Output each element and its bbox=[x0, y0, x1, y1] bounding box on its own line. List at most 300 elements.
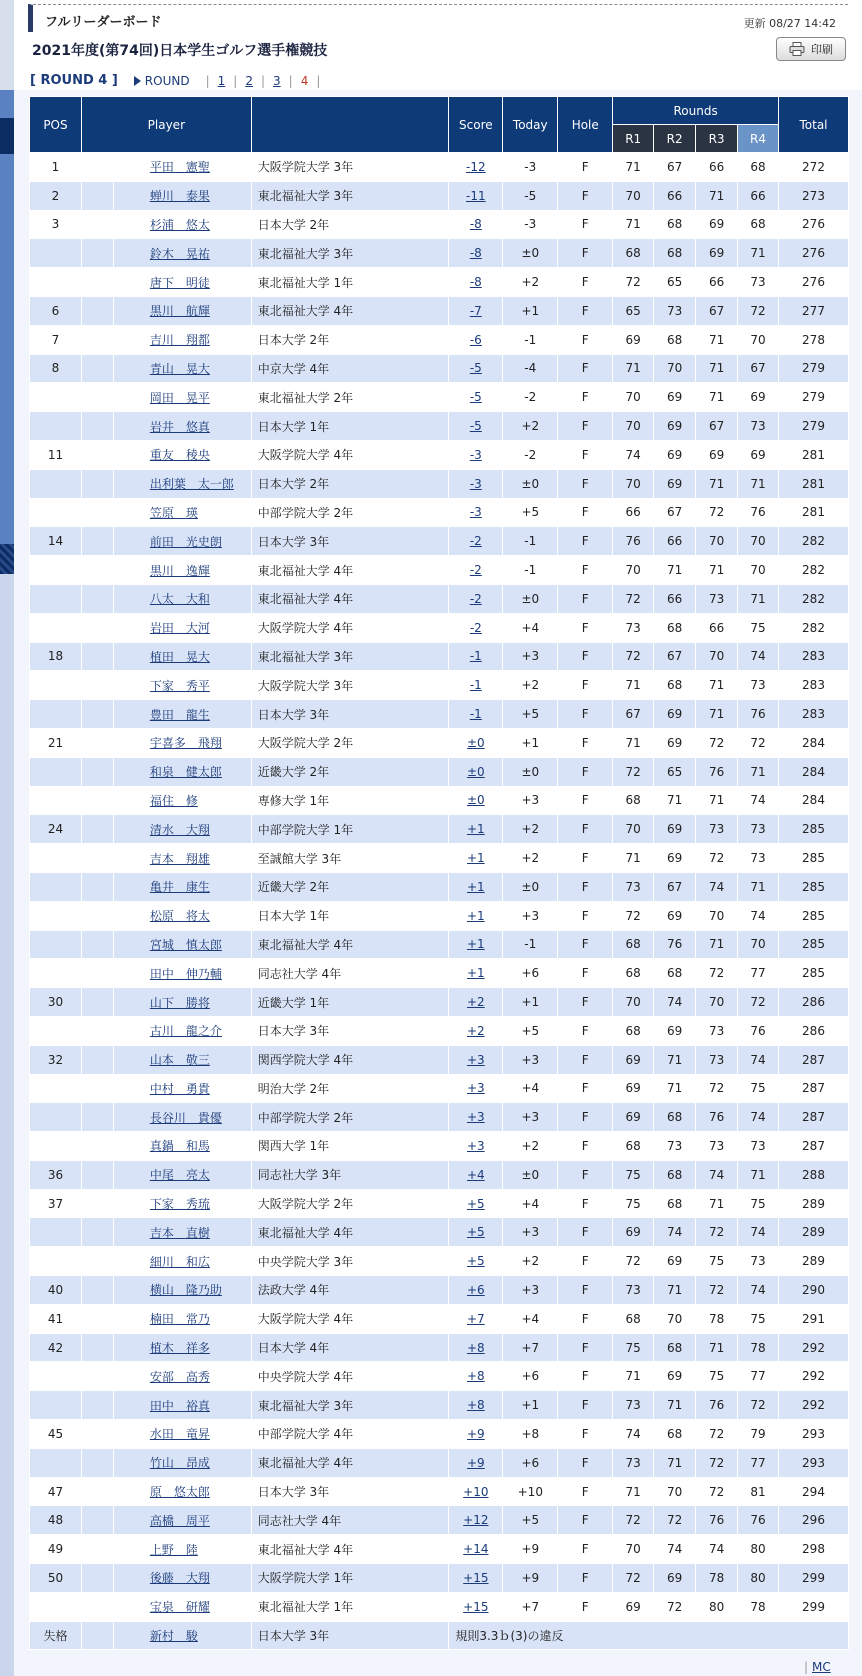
score-link[interactable]: +3 bbox=[466, 1110, 485, 1125]
player-name-link[interactable]: 吉川 翔都 bbox=[149, 333, 210, 348]
total-cell: 294 bbox=[779, 1477, 849, 1506]
flag-cell bbox=[81, 1016, 113, 1045]
hole-cell: F bbox=[558, 1535, 613, 1564]
player-name-link[interactable]: 杉浦 悠太 bbox=[149, 217, 210, 232]
score-link[interactable]: +7 bbox=[466, 1311, 485, 1326]
flag-cell bbox=[81, 556, 113, 585]
total-cell: 281 bbox=[779, 498, 849, 527]
score-link[interactable]: -5 bbox=[469, 361, 482, 376]
r1-cell: 68 bbox=[613, 786, 654, 815]
r4-cell: 75 bbox=[738, 1304, 779, 1333]
table-row bbox=[30, 527, 849, 556]
table-row bbox=[30, 498, 849, 527]
total-cell: 278 bbox=[779, 325, 849, 354]
player-name-link[interactable]: 八太 大和 bbox=[149, 592, 210, 607]
r4-cell: 80 bbox=[738, 1564, 779, 1593]
total-cell: 292 bbox=[779, 1362, 849, 1391]
table-row bbox=[30, 1074, 849, 1103]
flag-cell bbox=[81, 1276, 113, 1305]
table-row bbox=[30, 728, 849, 757]
r4-cell: 73 bbox=[738, 268, 779, 297]
table-row bbox=[30, 181, 849, 210]
today-cell: -1 bbox=[503, 556, 558, 585]
flag-cell bbox=[81, 1160, 113, 1189]
flag-cell bbox=[81, 1420, 113, 1449]
r1-cell: 71 bbox=[613, 210, 654, 239]
table-row bbox=[30, 700, 849, 729]
school-cell: 日本大学 2年 bbox=[251, 325, 449, 354]
r4-cell: 76 bbox=[738, 1506, 779, 1535]
r4-cell: 69 bbox=[738, 383, 779, 412]
player-name-link[interactable]: 田中 伸乃輔 bbox=[149, 966, 222, 981]
hole-cell: F bbox=[558, 1189, 613, 1218]
r3-cell: 69 bbox=[696, 210, 738, 239]
score-link[interactable]: +10 bbox=[463, 1484, 489, 1499]
r3-cell: 71 bbox=[696, 556, 738, 585]
school-cell: 近畿大学 2年 bbox=[251, 872, 449, 901]
player-name-link[interactable]: 黒川 航輝 bbox=[149, 304, 210, 319]
score-link[interactable]: +1 bbox=[466, 908, 485, 923]
r1-cell: 72 bbox=[613, 901, 654, 930]
hole-cell: F bbox=[558, 1247, 613, 1276]
player-name-link[interactable]: 下家 秀琉 bbox=[149, 1197, 210, 1212]
r3-cell: 74 bbox=[696, 1535, 738, 1564]
player-name-link[interactable]: 原 悠太郎 bbox=[149, 1485, 210, 1500]
r4-cell: 73 bbox=[738, 1247, 779, 1276]
table-row bbox=[30, 1592, 849, 1621]
hole-cell: F bbox=[558, 1103, 613, 1132]
flag-cell bbox=[81, 239, 113, 268]
player-name-link[interactable]: 中尾 亮太 bbox=[149, 1168, 210, 1183]
table-row bbox=[30, 1448, 849, 1477]
hole-cell: F bbox=[558, 1016, 613, 1045]
today-cell: +8 bbox=[503, 1420, 558, 1449]
pos-cell bbox=[30, 757, 82, 786]
score-link[interactable]: -11 bbox=[466, 188, 486, 203]
r1-cell: 71 bbox=[613, 728, 654, 757]
table-row bbox=[30, 268, 849, 297]
today-cell: +9 bbox=[503, 1535, 558, 1564]
score-link[interactable]: -1 bbox=[469, 678, 482, 693]
today-cell: +2 bbox=[503, 1132, 558, 1161]
r2-cell: 68 bbox=[654, 959, 696, 988]
score-link[interactable]: -8 bbox=[469, 217, 482, 232]
r2-cell: 67 bbox=[654, 642, 696, 671]
total-cell: 279 bbox=[779, 383, 849, 412]
r4-cell: 74 bbox=[738, 901, 779, 930]
total-cell: 293 bbox=[779, 1448, 849, 1477]
hole-cell: F bbox=[558, 1564, 613, 1593]
r1-cell: 70 bbox=[613, 469, 654, 498]
pos-cell bbox=[30, 469, 82, 498]
school-cell: 中部学院大学 4年 bbox=[251, 1420, 449, 1449]
r4-cell: 73 bbox=[738, 815, 779, 844]
pos-cell: 1 bbox=[30, 153, 82, 182]
r2-cell: 67 bbox=[654, 153, 696, 182]
player-name-link[interactable]: 横山 隆乃助 bbox=[149, 1283, 222, 1298]
today-cell: ±0 bbox=[503, 239, 558, 268]
r1-cell: 70 bbox=[613, 181, 654, 210]
mc-link[interactable]: MC bbox=[812, 1660, 831, 1674]
score-link[interactable]: +5 bbox=[466, 1196, 485, 1211]
r4-cell: 77 bbox=[738, 1448, 779, 1477]
score-link[interactable]: +3 bbox=[466, 1138, 485, 1153]
player-name-link[interactable]: 長谷川 貴優 bbox=[149, 1110, 222, 1125]
player-name-link[interactable]: 細川 和広 bbox=[149, 1254, 210, 1269]
flag-cell bbox=[81, 671, 113, 700]
r1-cell: 65 bbox=[613, 296, 654, 325]
r3-cell: 72 bbox=[696, 1276, 738, 1305]
score-link[interactable]: -2 bbox=[469, 591, 482, 606]
r3-cell: 75 bbox=[696, 1362, 738, 1391]
player-name-link[interactable]: 亀井 康生 bbox=[149, 880, 210, 895]
header-bar bbox=[28, 4, 848, 32]
hole-cell: F bbox=[558, 757, 613, 786]
flag-cell bbox=[81, 872, 113, 901]
r3-cell: 71 bbox=[696, 325, 738, 354]
score-link[interactable]: -1 bbox=[469, 649, 482, 664]
score-link[interactable]: ±0 bbox=[466, 735, 485, 750]
score-link[interactable]: +1 bbox=[466, 966, 485, 981]
player-name-link[interactable]: 植木 祥多 bbox=[149, 1341, 210, 1356]
pos-cell bbox=[30, 268, 82, 297]
score-link[interactable]: -3 bbox=[469, 476, 482, 491]
score-link[interactable]: -7 bbox=[469, 303, 482, 318]
col-total: Total bbox=[779, 97, 849, 153]
score-link[interactable]: +9 bbox=[466, 1455, 485, 1470]
round-link-1[interactable]: 1 bbox=[217, 73, 226, 88]
score-link[interactable]: -5 bbox=[469, 390, 482, 405]
score-link[interactable]: +6 bbox=[466, 1282, 485, 1297]
r2-cell: 69 bbox=[654, 728, 696, 757]
school-cell: 中部学院大学 2年 bbox=[251, 498, 449, 527]
player-name-link[interactable]: 安部 高秀 bbox=[149, 1369, 210, 1384]
pos-cell bbox=[30, 901, 82, 930]
score-link[interactable]: -5 bbox=[469, 419, 482, 434]
score-link[interactable]: +8 bbox=[466, 1398, 485, 1413]
school-cell: 同志社大学 4年 bbox=[251, 959, 449, 988]
pos-cell: 14 bbox=[30, 527, 82, 556]
player-name-link[interactable]: 蝉川 泰果 bbox=[149, 189, 210, 204]
score-link[interactable]: -2 bbox=[469, 534, 482, 549]
flag-cell bbox=[81, 815, 113, 844]
r1-cell: 73 bbox=[613, 1391, 654, 1420]
player-name-link[interactable]: 笠原 瑛 bbox=[149, 505, 198, 520]
round-link-2[interactable]: 2 bbox=[245, 73, 253, 88]
table-row bbox=[30, 1535, 849, 1564]
player-name-link[interactable]: 福住 修 bbox=[149, 793, 198, 808]
r1-cell: 68 bbox=[613, 239, 654, 268]
total-cell: 276 bbox=[779, 239, 849, 268]
r4-cell: 72 bbox=[738, 296, 779, 325]
r3-cell: 73 bbox=[696, 1132, 738, 1161]
pos-cell: 24 bbox=[30, 815, 82, 844]
r1-cell: 76 bbox=[613, 527, 654, 556]
player-name-link[interactable]: 竹山 昂成 bbox=[149, 1456, 210, 1471]
school-cell: 大阪学院大学 4年 bbox=[251, 440, 449, 469]
player-name-link[interactable]: 中村 勇貴 bbox=[149, 1081, 210, 1096]
score-link[interactable]: +5 bbox=[466, 1254, 485, 1269]
r4-cell: 79 bbox=[738, 1420, 779, 1449]
r4-cell: 74 bbox=[738, 1103, 779, 1132]
player-name-link[interactable]: 黒川 逸輝 bbox=[149, 563, 210, 578]
player-name-link[interactable]: 唐下 明徒 bbox=[149, 275, 210, 290]
school-cell: 東北福祉大学 4年 bbox=[251, 930, 449, 959]
r2-cell: 67 bbox=[654, 498, 696, 527]
r2-cell: 74 bbox=[654, 988, 696, 1017]
pos-cell bbox=[30, 383, 82, 412]
r4-cell: 71 bbox=[738, 1160, 779, 1189]
pos-cell: 49 bbox=[30, 1535, 82, 1564]
r2-cell: 69 bbox=[654, 901, 696, 930]
score-link[interactable]: +1 bbox=[466, 879, 485, 894]
score-link[interactable]: -8 bbox=[469, 246, 482, 261]
r1-cell: 68 bbox=[613, 1132, 654, 1161]
total-cell: 298 bbox=[779, 1535, 849, 1564]
r2-cell: 68 bbox=[654, 1189, 696, 1218]
r3-cell: 71 bbox=[696, 354, 738, 383]
school-cell: 同志社大学 3年 bbox=[251, 1160, 449, 1189]
player-name-link[interactable]: 岩井 悠真 bbox=[149, 419, 210, 434]
pos-cell bbox=[30, 786, 82, 815]
player-name-link[interactable]: 豊田 龍生 bbox=[149, 707, 210, 722]
table-row bbox=[30, 1218, 849, 1247]
total-cell: 293 bbox=[779, 1420, 849, 1449]
school-cell: 東北福祉大学 4年 bbox=[251, 556, 449, 585]
score-link[interactable]: +1 bbox=[466, 822, 485, 837]
score-link[interactable]: -6 bbox=[469, 332, 482, 347]
today-cell: ±0 bbox=[503, 469, 558, 498]
player-name-link[interactable]: 楠田 常乃 bbox=[149, 1312, 210, 1327]
flag-cell bbox=[81, 498, 113, 527]
r4-cell: 73 bbox=[738, 1132, 779, 1161]
flag-cell bbox=[81, 1247, 113, 1276]
school-cell: 日本大学 2年 bbox=[251, 469, 449, 498]
player-name-link[interactable]: 鈴木 晃祐 bbox=[149, 246, 210, 261]
player-name-link[interactable]: 平田 憲聖 bbox=[149, 160, 210, 175]
today-cell: -3 bbox=[503, 153, 558, 182]
table-row bbox=[30, 642, 849, 671]
print-button[interactable] bbox=[776, 37, 846, 61]
score-link[interactable]: +8 bbox=[466, 1340, 485, 1355]
school-cell: 東北福祉大学 1年 bbox=[251, 1592, 449, 1621]
hole-cell: F bbox=[558, 556, 613, 585]
r3-cell: 66 bbox=[696, 153, 738, 182]
r2-cell: 74 bbox=[654, 1218, 696, 1247]
flag-cell bbox=[81, 1592, 113, 1621]
r2-cell: 69 bbox=[654, 1362, 696, 1391]
player-name-link[interactable]: 新村 駿 bbox=[149, 1629, 198, 1644]
flag-cell bbox=[81, 901, 113, 930]
table-row bbox=[30, 988, 849, 1017]
flag-cell bbox=[81, 1564, 113, 1593]
today-cell: +4 bbox=[503, 1189, 558, 1218]
round-link-4-active: 4 bbox=[300, 73, 309, 88]
hole-cell: F bbox=[558, 786, 613, 815]
player-name-link[interactable]: 重友 稜央 bbox=[149, 448, 210, 463]
table-row bbox=[30, 153, 849, 182]
score-link[interactable]: +2 bbox=[466, 995, 485, 1009]
r3-cell: 67 bbox=[696, 296, 738, 325]
r3-cell: 71 bbox=[696, 469, 738, 498]
player-name-link[interactable]: 吉本 翔雄 bbox=[149, 851, 210, 866]
r2-cell: 68 bbox=[654, 325, 696, 354]
player-name-link[interactable]: 出利葉 太一郎 bbox=[149, 477, 234, 492]
score-link[interactable]: -3 bbox=[469, 505, 482, 520]
flag-cell bbox=[81, 1189, 113, 1218]
player-name-link[interactable]: 吉本 直樹 bbox=[149, 1225, 210, 1240]
player-name-link[interactable]: 松原 将太 bbox=[149, 909, 210, 924]
table-row bbox=[30, 1132, 849, 1161]
score-link[interactable]: +3 bbox=[466, 1052, 485, 1067]
score-link[interactable]: +15 bbox=[463, 1570, 489, 1585]
r3-cell: 71 bbox=[696, 1333, 738, 1362]
pos-cell: 37 bbox=[30, 1189, 82, 1218]
player-name-link[interactable]: 宝泉 研耀 bbox=[149, 1600, 210, 1615]
r3-cell: 69 bbox=[696, 239, 738, 268]
score-link[interactable]: +3 bbox=[466, 1081, 485, 1096]
r3-cell: 73 bbox=[696, 1045, 738, 1074]
table-row bbox=[30, 901, 849, 930]
score-link[interactable]: ±0 bbox=[466, 793, 485, 808]
print-label: 印刷 bbox=[811, 43, 833, 56]
pos-cell: 30 bbox=[30, 988, 82, 1017]
r4-cell: 69 bbox=[738, 440, 779, 469]
table-row bbox=[30, 1160, 849, 1189]
hole-cell: F bbox=[558, 1074, 613, 1103]
player-name-link[interactable]: 岩田 大河 bbox=[149, 621, 210, 636]
col-r3: R3 bbox=[696, 125, 738, 153]
r1-cell: 72 bbox=[613, 584, 654, 613]
score-link[interactable]: +12 bbox=[463, 1513, 489, 1528]
r4-cell: 80 bbox=[738, 1535, 779, 1564]
r3-cell: 71 bbox=[696, 930, 738, 959]
school-cell: 日本大学 3年 bbox=[251, 1477, 449, 1506]
school-cell: 大阪学院大学 4年 bbox=[251, 1304, 449, 1333]
score-link[interactable]: -2 bbox=[469, 620, 482, 635]
pos-cell: 2 bbox=[30, 181, 82, 210]
score-link[interactable]: -12 bbox=[466, 159, 486, 174]
score-link[interactable]: +9 bbox=[466, 1426, 485, 1441]
score-link[interactable]: -1 bbox=[469, 707, 482, 722]
player-name-link[interactable]: 上野 陸 bbox=[149, 1542, 198, 1557]
score-link[interactable]: +1 bbox=[466, 937, 485, 952]
player-name-link[interactable]: 青山 晃大 bbox=[149, 361, 210, 376]
r2-cell: 68 bbox=[654, 1103, 696, 1132]
player-name-link[interactable]: 前田 光史朗 bbox=[149, 534, 222, 549]
flag-cell bbox=[81, 1477, 113, 1506]
today-cell: +5 bbox=[503, 498, 558, 527]
pos-cell bbox=[30, 844, 82, 873]
r4-cell: 72 bbox=[738, 1391, 779, 1420]
score-link[interactable]: ±0 bbox=[466, 764, 485, 779]
flag-cell bbox=[81, 1391, 113, 1420]
total-cell: 279 bbox=[779, 354, 849, 383]
r4-cell: 70 bbox=[738, 556, 779, 585]
col-r2: R2 bbox=[654, 125, 696, 153]
score-link[interactable]: +14 bbox=[463, 1542, 489, 1557]
player-name-link[interactable]: 山下 勝将 bbox=[149, 995, 210, 1010]
hole-cell: F bbox=[558, 959, 613, 988]
total-cell: 290 bbox=[779, 1276, 849, 1305]
hole-cell: F bbox=[558, 527, 613, 556]
r3-cell: 71 bbox=[696, 181, 738, 210]
score-link[interactable]: +1 bbox=[466, 851, 485, 866]
score-link[interactable]: +2 bbox=[466, 1023, 485, 1038]
r3-cell: 72 bbox=[696, 1448, 738, 1477]
table-row bbox=[30, 210, 849, 239]
school-cell: 大阪学院大学 3年 bbox=[251, 153, 449, 182]
r4-cell: 71 bbox=[738, 584, 779, 613]
r4-cell: 71 bbox=[738, 469, 779, 498]
r4-cell: 74 bbox=[738, 1045, 779, 1074]
flag-cell bbox=[81, 584, 113, 613]
score-link[interactable]: +5 bbox=[466, 1225, 485, 1240]
player-name-link[interactable]: 植田 晃大 bbox=[149, 649, 210, 664]
school-cell: 日本大学 2年 bbox=[251, 210, 449, 239]
r4-cell: 78 bbox=[738, 1592, 779, 1621]
player-name-link[interactable]: 高橋 周平 bbox=[149, 1513, 210, 1528]
player-name-link[interactable]: 下家 秀平 bbox=[149, 678, 210, 693]
player-name-link[interactable]: 田中 裕真 bbox=[149, 1398, 210, 1413]
r4-cell: 71 bbox=[738, 757, 779, 786]
r1-cell: 72 bbox=[613, 268, 654, 297]
flag-cell bbox=[81, 1535, 113, 1564]
score-link[interactable]: -2 bbox=[469, 563, 482, 578]
r1-cell: 74 bbox=[613, 440, 654, 469]
r4-cell: 78 bbox=[738, 1333, 779, 1362]
player-name-link[interactable]: 岡田 晃平 bbox=[149, 390, 210, 405]
round-link-3[interactable]: 3 bbox=[273, 73, 281, 88]
player-name-link[interactable]: 宮城 慎太郎 bbox=[149, 937, 222, 952]
today-cell: +4 bbox=[503, 1304, 558, 1333]
school-cell: 東北福祉大学 3年 bbox=[251, 1391, 449, 1420]
flag-cell bbox=[81, 786, 113, 815]
player-name-link[interactable]: 真鍋 和馬 bbox=[149, 1139, 210, 1154]
player-name-link[interactable]: 古川 龍之介 bbox=[149, 1024, 222, 1039]
player-name-link[interactable]: 水田 竜昇 bbox=[149, 1427, 210, 1442]
player-name-link[interactable]: 和泉 健太郎 bbox=[149, 765, 222, 780]
score-link[interactable]: +15 bbox=[463, 1599, 489, 1614]
hole-cell: F bbox=[558, 1160, 613, 1189]
hole-cell: F bbox=[558, 1477, 613, 1506]
school-cell: 中部学院大学 2年 bbox=[251, 1103, 449, 1132]
pos-cell bbox=[30, 412, 82, 441]
pos-cell: 7 bbox=[30, 325, 82, 354]
player-name-link[interactable]: 山本 敬三 bbox=[149, 1053, 210, 1068]
table-row bbox=[30, 440, 849, 469]
hole-cell: F bbox=[558, 930, 613, 959]
r3-cell: 70 bbox=[696, 527, 738, 556]
r1-cell: 69 bbox=[613, 1218, 654, 1247]
school-cell: 至誠館大学 3年 bbox=[251, 844, 449, 873]
player-name-link[interactable]: 後藤 大翔 bbox=[149, 1571, 210, 1586]
score-link[interactable]: -8 bbox=[469, 275, 482, 290]
score-link[interactable]: +8 bbox=[466, 1369, 485, 1384]
today-cell: -5 bbox=[503, 181, 558, 210]
r3-cell: 70 bbox=[696, 988, 738, 1017]
score-link[interactable]: -3 bbox=[469, 447, 482, 462]
col-r1: R1 bbox=[613, 125, 654, 153]
total-cell: 273 bbox=[779, 181, 849, 210]
total-cell: 283 bbox=[779, 671, 849, 700]
player-name-link[interactable]: 宇喜多 飛翔 bbox=[149, 736, 222, 751]
score-link[interactable]: +4 bbox=[466, 1167, 485, 1182]
r3-cell: 73 bbox=[696, 815, 738, 844]
r1-cell: 71 bbox=[613, 844, 654, 873]
player-name-link[interactable]: 清水 大翔 bbox=[149, 822, 210, 837]
today-cell: ±0 bbox=[503, 584, 558, 613]
